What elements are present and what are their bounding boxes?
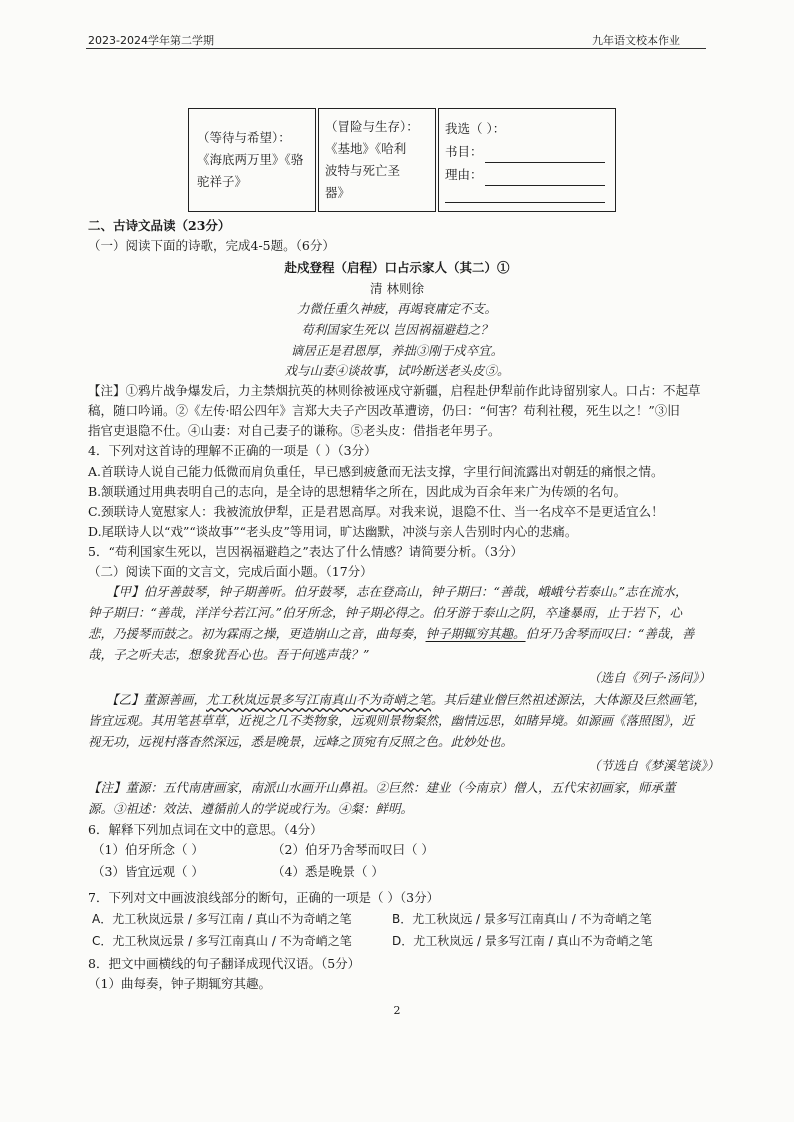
passage-note: 源。③祖述：效法、遵循前人的学说或行为。④粲：鲜明。 (88, 801, 414, 816)
q6-item-4[interactable]: （4）悉是晚景（ ） (272, 864, 384, 879)
question-8-part-1: （1）曲每奏，钟子期辄穷其趣。 (88, 976, 271, 991)
choice-field[interactable]: 我选（ ）： (445, 121, 506, 136)
question-5: 5．“苟利国家生死以，岂因祸福避趋之”表达了什么情感？请简要分析。（3分） (88, 544, 523, 559)
part2-instruction: （二）阅读下面的文言文，完成后面小题。（17分） (88, 564, 373, 579)
poem-line: 戏与山妻④谈故事，试吟断送老头皮⑤。 (284, 363, 510, 378)
underlined-sentence: 钟子期辄穷其趣。 (425, 626, 526, 641)
header-term: 2023-2024学年第二学期 (88, 34, 214, 47)
passage-jia: 【甲】伯牙善鼓琴，钟子期善听。伯牙鼓琴，志在登高山，钟子期曰：“善哉，峨峨兮若泰山。”志在流水， (106, 584, 688, 599)
q7-option-d[interactable]: D．尤工秋岚远 / 景多写江南 / 真山不为奇峭之笔 (392, 934, 653, 948)
q4-option-d[interactable]: D.尾联诗人以“戏”“谈故事”“老头皮”等用词，旷达幽默，冲淡与亲人告别时内心的悲痛。 (88, 524, 578, 539)
answer-cell[interactable] (437, 109, 616, 212)
source-jia: （选自《列子·汤问》） (588, 670, 711, 685)
q4-option-a[interactable]: A.首联诗人说自己能力低微而肩负重任，早已感到疲惫而无法支撑，字里行间流露出对朝廷的痛恨之情。 (88, 464, 664, 479)
q4-option-c[interactable]: C.颈联诗人宽慰家人：我被流放伊犁，正是君恩高厚。对我来说，退隐不仕、当一名戍卒不是更适宜么！ (88, 504, 664, 519)
theme-adventure-cell: （冒险与生存）： 《基地》《哈利 波特与死亡圣 器》 (317, 109, 437, 212)
passage-yi: 【乙】董源善画，尤工秋岚远景多写江南真山不为奇峭之笔。其后建业僧巨然祖述源法，大体源及巨然画笔， (106, 692, 707, 707)
question-6: 6．解释下列加点词在文中的意思。（4分） (88, 822, 323, 837)
reason-field[interactable]: 理由： (445, 163, 615, 186)
poem-line: 苟利国家生死以 岂因祸福避趋之？ (301, 322, 493, 337)
question-8: 8．把文中画横线的句子翻译成现代汉语。（5分） (88, 956, 361, 971)
source-yi: （节选自《梦溪笔谈》） (588, 758, 720, 773)
poem-line: 谪居正是君恩厚，养拙③刚于戍卒宜。 (290, 343, 504, 358)
passage-jia: 悲，乃援琴而鼓之。初为霖雨之操，更造崩山之音，曲每奏，钟子期辄穷其趣。伯牙乃舍琴而叹曰：“善哉，善 (88, 626, 695, 641)
header-subject: 九年语文校本作业 (592, 34, 680, 47)
header-divider (86, 48, 706, 49)
q7-option-b[interactable]: B．尤工秋岚远 / 景多写江南真山 / 不为奇峭之笔 (392, 912, 652, 926)
poem-note: 稿，随口吟诵。②《左传·昭公四年》言郑大夫子产因改革遭谤，仍曰：“何害？苟利社稷，死生以之！”③旧 (88, 403, 680, 418)
q4-option-b[interactable]: B.颔联通过用典表明自己的志向，是全诗的思想精华之所在，因此成为百余年来广为传颂的名句。 (88, 484, 627, 499)
wavy-underlined-sentence: 尤工秋岚远景多写江南真山不为奇峭之笔 (206, 692, 432, 707)
passage-jia: 钟子期曰：“善哉，洋洋兮若江河。”伯牙所念，钟子期必得之。伯牙游于泰山之阴，卒逢暴雨，止于岩下，心 (88, 605, 683, 620)
poem-note: 【注】①鸦片战争爆发后，力主禁烟抗英的林则徐被诬戍守新疆，启程赴伊犁前作此诗留别家人。口占：不起草 (88, 383, 701, 398)
passage-yi: 视无功，远视村落杳然深远，悉是晚景，远峰之顶宛有反照之色。此妙处也。 (88, 734, 514, 749)
section-title: 二、古诗文品读（23分） (88, 218, 231, 233)
q7-option-c[interactable]: C．尤工秋岚远景 / 多写江南真山 / 不为奇峭之笔 (92, 934, 352, 948)
page-number: 2 (393, 1004, 401, 1017)
q6-item-2[interactable]: （2）伯牙乃舍琴而叹曰（ ） (272, 842, 434, 857)
passage-note: 【注】董源：五代南唐画家，南派山水画开山鼻祖。②巨然：建业（今南京）僧人，五代宋初画家，师承董 (88, 780, 676, 795)
poem-line: 力微任重久神疲，再竭衰庸定不支。 (296, 301, 497, 316)
poem-note: 指官吏退隐不仕。④山妻：对自己妻子的谦称。⑤老头皮：借指老年男子。 (88, 423, 501, 438)
reading-choice-table (188, 108, 616, 212)
passage-yi: 皆宜远观。其用笔甚草草，近视之几不类物象，远观则景物粲然，幽情远思，如睹异境。如源画《落照图》，近 (88, 713, 695, 728)
q6-item-3[interactable]: （3）皆宜远观（ ） (92, 864, 204, 879)
theme-waiting-cell: （等待与希望）： 《海底两万里》《骆 驼祥子》 (189, 109, 318, 212)
book-field[interactable]: 书目： (445, 140, 615, 163)
question-4: 4．下列对这首诗的理解不正确的一项是（ ）（3分） (88, 443, 377, 458)
passage-jia: 哉，子之听夫志，想象犹吾心也。吾于何逃声哉？” (88, 647, 370, 662)
question-7: 7．下列对文中画波浪线部分的断句，正确的一项是（ ）（3分） (88, 890, 440, 905)
poem-title: 赴戍登程（启程）口占示家人（其二）① (284, 260, 510, 275)
q6-item-1[interactable]: （1）伯牙所念（ ） (92, 842, 204, 857)
poem-author: 清 林则徐 (370, 281, 424, 296)
part1-instruction: （一）阅读下面的诗歌，完成4-5题。（6分） (88, 238, 335, 253)
q7-option-a[interactable]: A．尤工秋岚远景 / 多写江南 / 真山不为奇峭之笔 (92, 912, 352, 926)
